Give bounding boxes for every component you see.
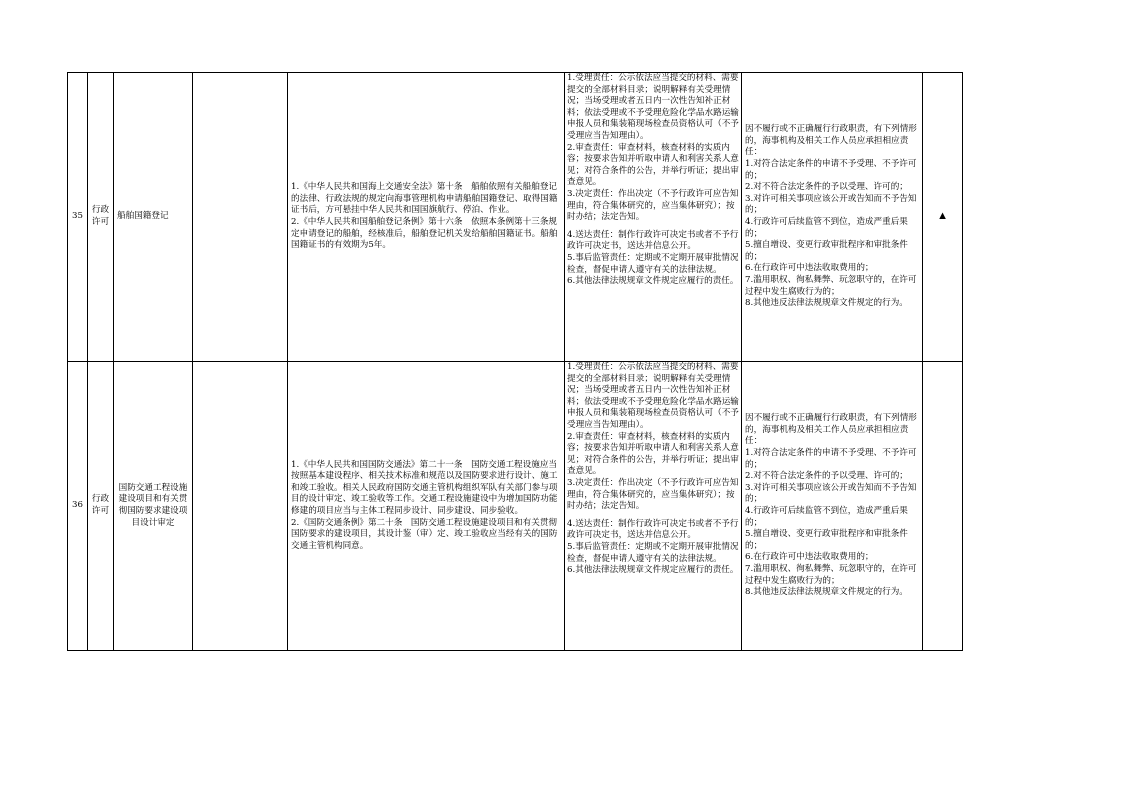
- accountability-list: [742, 362, 923, 651]
- table-row: [68, 73, 963, 362]
- responsibility-item: 5.事后监管责任：定期或不定期开展审批情况检查，督促申请人遵守有关的法律法规。: [567, 541, 739, 564]
- accountability-item: 8.其他违反法律法规规章文件规定的行为。: [745, 298, 908, 309]
- table-row: [68, 362, 963, 651]
- responsibility-item: 2.审查责任：审查材料，核查材料的实质内容；按要求告知并听取申请人和利害关系人意见；对符合条件的公告，并举行听证；提出审查意见。: [567, 431, 739, 477]
- accountability-item: 因不履行或不正确履行行政职责，有下列情形的，海事机构及相关工作人员应承担相应责任：: [745, 124, 917, 158]
- responsibility-item: 5.事后监管责任：定期或不定期开展审批情况检查，督促申请人遵守有关的法律法规。: [567, 252, 739, 275]
- legal-basis: [288, 73, 565, 362]
- accountability-item: 2.对不符合法定条件的予以受理、许可的；: [745, 182, 908, 193]
- responsibility-item: 3.决定责任：作出决定（不予行政许可应告知理由，符合集体研究的，应当集体研究）；按时办结；法定告知。: [567, 188, 739, 223]
- row-number: 35: [68, 73, 88, 362]
- responsibility-item: 4.送达责任：制作行政许可决定书或者不予行政许可决定书，送达并信息公开。: [567, 229, 739, 252]
- accountability-list: [742, 73, 923, 362]
- responsibility-list: [565, 362, 742, 651]
- responsibility-item: 6.其他法律法规规章文件规定应履行的责任。: [567, 276, 739, 287]
- item-type: 行政许可: [88, 73, 114, 362]
- responsibility-item: 6.其他法律法规规章文件规定应履行的责任。: [567, 565, 739, 576]
- responsibility-item: 2.审查责任：审查材料，核查材料的实质内容；按要求告知并听取申请人和利害关系人意见；对符合条件的公告，并举行听证；提出审查意见。: [567, 142, 739, 188]
- accountability-item: 1.对符合法定条件的申请不予受理、不予许可的；: [745, 159, 917, 181]
- accountability-item: 3.对许可相关事项应该公开或告知而不予告知的；: [745, 482, 917, 505]
- accountability-item: 4.行政许可后续监管不到位，造成严重后果的；: [745, 217, 908, 239]
- accountability-item: 6.在行政许可中违法收取费用的；: [745, 263, 874, 274]
- basis-paragraph: 1.《中华人民共和国海上交通安全法》第十条 船舶依照有关船舶登记的法律、行政法规的规定向海事管理机构申请船舶国籍登记、取得国籍证书后，方可悬挂中华人民共和国国旗航行、停泊、作业。: [291, 182, 558, 216]
- item-name: 船舶国籍登记: [114, 73, 193, 362]
- item-type: 行政许可: [88, 362, 114, 651]
- accountability-item: 5.擅自增设、变更行政审批程序和审批条件的；: [745, 240, 908, 262]
- legal-basis: [288, 362, 565, 651]
- accountability-item: 1.对符合法定条件的申请不予受理、不予许可的；: [745, 448, 917, 470]
- responsibility-item: 4.送达责任：制作行政许可决定书或者不予行政许可决定书，送达并信息公开。: [567, 518, 739, 541]
- triangle-marker: [923, 362, 963, 651]
- accountability-item: 7.滥用职权、徇私舞弊、玩忽职守的，在许可过程中发生腐败行为的；: [745, 274, 917, 297]
- responsibility-item: 3.决定责任：作出决定（不予行政许可应告知理由，符合集体研究的，应当集体研究）；按时办结；法定告知。: [567, 477, 739, 512]
- basis-paragraph: 1.《中华人民共和国国防交通法》第二十一条 国防交通工程设施应当按照基本建设程序、相关技术标准和规范以及国防要求进行设计、施工和竣工验收。相关人民政府国防交通主管机构组织军队有关部门参与项目的设计审定、竣工验收等工作。交通工程设施建设中为增加国防功能修建的项目应当与主体工程同步设计、同步建设、同步验收。: [291, 459, 558, 516]
- accountability-item: 2.对不符合法定条件的予以受理、许可的；: [745, 471, 908, 482]
- basis-paragraph: 2.《国防交通条例》第二十条 国防交通工程设施建设项目和有关贯彻国防要求的建设项目，其设计鉴（审）定、竣工验收应当经有关的国防交通主管机构同意。: [291, 517, 558, 551]
- basis-paragraph: 2.《中华人民共和国船舶登记条例》第十六条 依照本条例第十三条规定申请登记的船舶，经核准后，船舶登记机关发给船舶国籍证书。船舶国籍证书的有效期为5年。: [291, 217, 558, 251]
- responsibility-item: 1.受理责任：公示依法应当提交的材料、需要提交的全部材料目录；说明解释有关受理情况；当场受理或者五日内一次性告知补正材料；依法受理或不予受理危险化学品水路运输申报人员和集装箱现场检查员资格认可（不予受理应当告知理由）。: [567, 73, 739, 141]
- accountability-item: 7.滥用职权、徇私舞弊、玩忽职守的，在许可过程中发生腐败行为的；: [745, 563, 917, 586]
- triangle-marker: ▲: [923, 73, 963, 362]
- responsibility-list: [565, 73, 742, 362]
- accountability-item: 8.其他违反法律法规规章文件规定的行为。: [745, 587, 908, 598]
- empty-cell: [193, 73, 288, 362]
- responsibility-table: [67, 72, 963, 651]
- item-name: 国防交通工程设施建设项目和有关贯彻国防要求建设项目设计审定: [114, 362, 193, 651]
- accountability-item: 4.行政许可后续监管不到位，造成严重后果的；: [745, 506, 908, 528]
- accountability-item: 6.在行政许可中违法收取费用的；: [745, 552, 874, 563]
- row-number: 36: [68, 362, 88, 651]
- accountability-item: 5.擅自增设、变更行政审批程序和审批条件的；: [745, 529, 908, 551]
- responsibility-item: 1.受理责任：公示依法应当提交的材料、需要提交的全部材料目录；说明解释有关受理情况；当场受理或者五日内一次性告知补正材料；依法受理或不予受理危险化学品水路运输申报人员和集装箱现场检查员资格认可（不予受理应当告知理由）。: [567, 362, 739, 430]
- accountability-item: 3.对许可相关事项应该公开或告知而不予告知的；: [745, 193, 917, 216]
- accountability-item: 因不履行或不正确履行行政职责，有下列情形的，海事机构及相关工作人员应承担相应责任：: [745, 413, 917, 447]
- empty-cell: [193, 362, 288, 651]
